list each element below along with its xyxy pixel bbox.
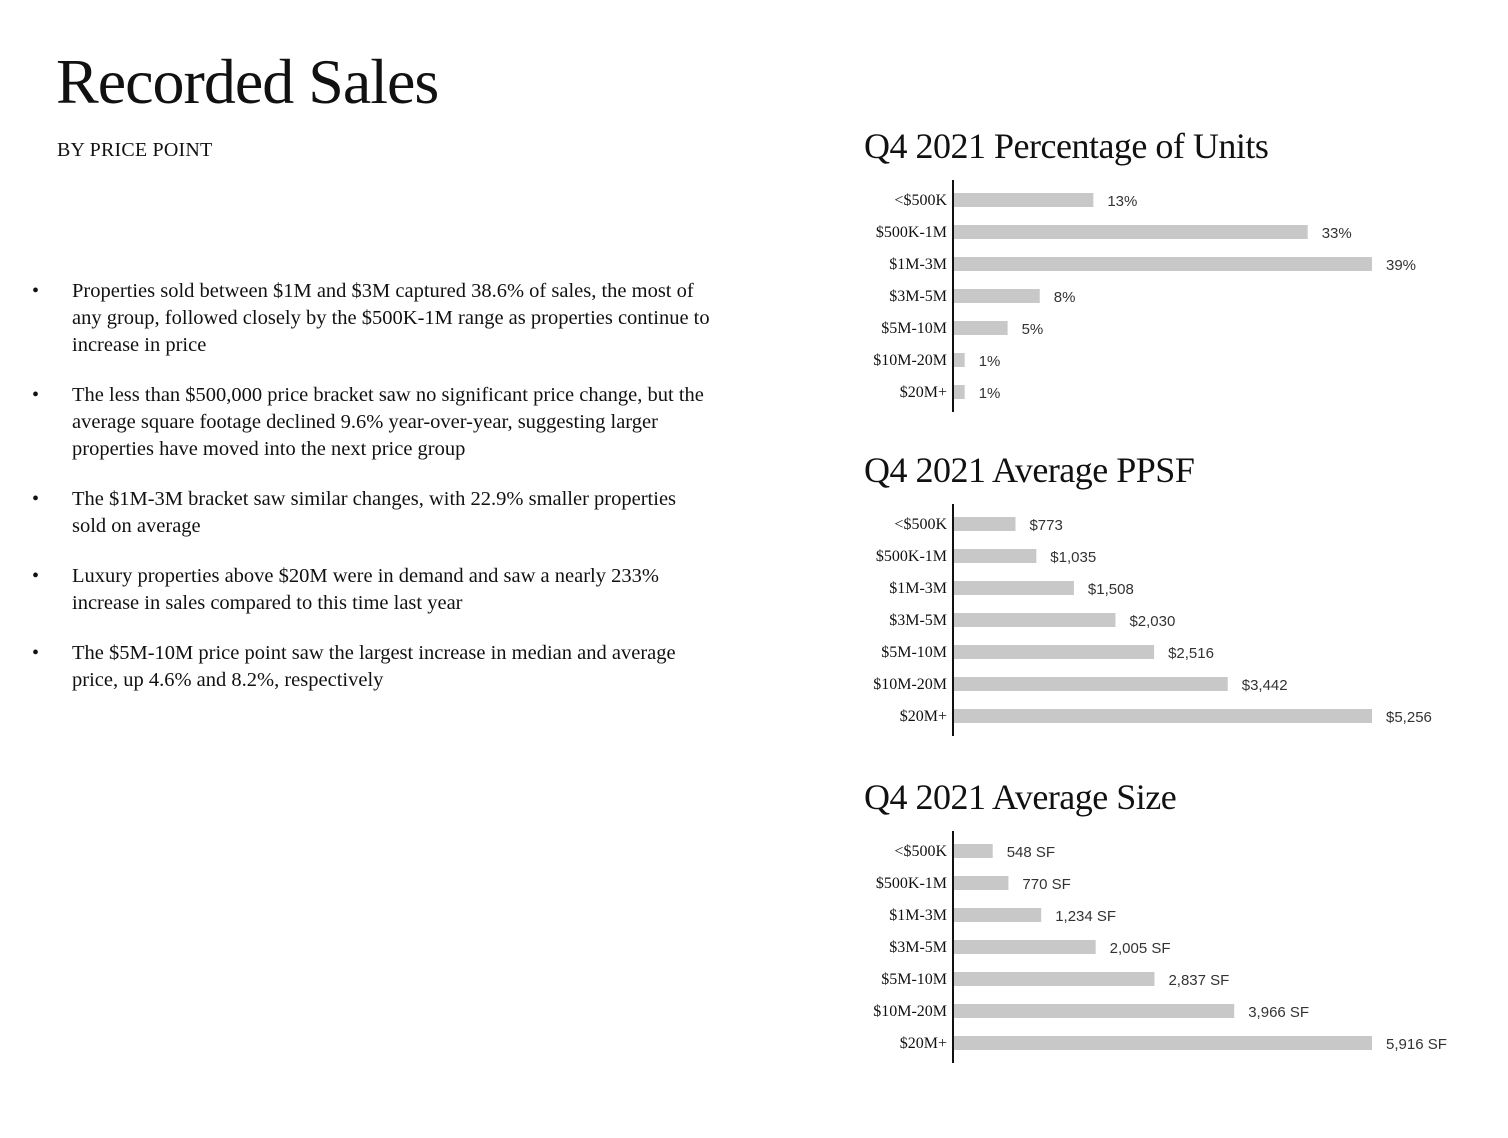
- category-label: $500K-1M: [875, 548, 947, 565]
- category-label: $500K-1M: [875, 875, 947, 892]
- value-label: $2,030: [1129, 613, 1176, 630]
- category-label: <$500K: [894, 192, 947, 209]
- bullet-text: Luxury properties above $20M were in demand and saw a nearly 233% increase in sales compared to this time last year: [72, 565, 659, 614]
- bar: [954, 1036, 1372, 1050]
- value-label: $773: [1029, 517, 1063, 534]
- bar: [954, 321, 1008, 335]
- category-label: $5M-10M: [881, 644, 947, 661]
- category-label: $20M+: [899, 1035, 947, 1052]
- value-label: 5,916 SF: [1386, 1036, 1447, 1053]
- value-label: $2,516: [1168, 645, 1214, 662]
- category-label: <$500K: [894, 516, 947, 533]
- value-label: 2,837 SF: [1168, 972, 1230, 989]
- bar: [954, 193, 1093, 207]
- bullet-marker: •: [32, 565, 40, 587]
- bullet-item: [30, 563, 710, 617]
- category-label: $1M-3M: [889, 907, 947, 924]
- bullet-item: [30, 640, 710, 694]
- bar: [954, 677, 1228, 691]
- value-label: 13%: [1107, 193, 1138, 210]
- category-label: $3M-5M: [889, 612, 947, 629]
- category-label: $5M-10M: [881, 320, 947, 337]
- value-label: $1,508: [1087, 581, 1134, 598]
- bullet-text: The less than $500,000 price bracket saw no significant price change, but the average square footage declined 9.6% year-over-year, suggesting larger properties have moved into the next price group: [72, 384, 704, 460]
- value-label: $1,035: [1050, 549, 1097, 566]
- bullet-item: [30, 382, 710, 463]
- bar: [954, 289, 1040, 303]
- ppsf-bar-chart: [864, 496, 1464, 736]
- bullet-item: [30, 278, 710, 359]
- category-label: $10M-20M: [873, 352, 947, 369]
- category-label: $500K-1M: [875, 224, 947, 241]
- category-label: $20M+: [899, 708, 947, 725]
- bar: [954, 972, 1154, 986]
- category-label: $3M-5M: [889, 288, 947, 305]
- category-label: $1M-3M: [889, 256, 947, 273]
- bar: [954, 225, 1308, 239]
- page-subtitle: BY PRICE POINT: [57, 139, 213, 161]
- value-label: 1%: [978, 353, 1001, 370]
- category-label: $3M-5M: [889, 939, 947, 956]
- category-label: $1M-3M: [889, 580, 947, 597]
- value-label: 770 SF: [1022, 876, 1071, 893]
- value-label: 5%: [1021, 321, 1044, 338]
- bar: [954, 844, 993, 858]
- bar: [954, 549, 1036, 563]
- value-label: 1%: [978, 385, 1001, 402]
- bullet-marker: •: [32, 384, 40, 406]
- category-label: $5M-10M: [881, 971, 947, 988]
- chart-title: Q4 2021 Percentage of Units: [864, 126, 1269, 166]
- chart-title: Q4 2021 Average Size: [864, 777, 1177, 817]
- category-label: $20M+: [899, 384, 947, 401]
- bar: [954, 353, 965, 367]
- bullet-marker: •: [32, 488, 40, 510]
- value-label: 3,966 SF: [1248, 1004, 1310, 1021]
- value-label: 2,005 SF: [1109, 940, 1171, 957]
- bar: [954, 876, 1008, 890]
- value-label: $5,256: [1386, 709, 1432, 726]
- bullet-marker: •: [32, 280, 40, 302]
- bar: [954, 581, 1074, 595]
- category-label: $10M-20M: [873, 1003, 947, 1020]
- value-label: 1,234 SF: [1055, 908, 1117, 925]
- bar: [954, 709, 1372, 723]
- bullet-text: Properties sold between $1M and $3M captured 38.6% of sales, the most of any group, followed closely by the $500K-1M range as properties continue to increase in price: [72, 280, 710, 356]
- bar: [954, 385, 965, 399]
- chart-title: Q4 2021 Average PPSF: [864, 450, 1195, 490]
- value-label: 8%: [1053, 289, 1076, 306]
- value-label: $3,442: [1241, 677, 1288, 694]
- bar: [954, 908, 1041, 922]
- bar: [954, 645, 1154, 659]
- units-bar-chart: [864, 172, 1464, 412]
- bar: [954, 1004, 1234, 1018]
- bullet-text: The $1M-3M bracket saw similar changes, with 22.9% smaller properties sold on average: [72, 488, 677, 537]
- bullet-text: The $5M-10M price point saw the largest increase in median and average price, up 4.6% and 8.2%, respectively: [72, 642, 676, 691]
- bar: [954, 517, 1015, 531]
- value-label: 33%: [1321, 225, 1352, 242]
- category-label: <$500K: [894, 843, 947, 860]
- size-bar-chart: [864, 823, 1464, 1063]
- bullet-marker: •: [32, 642, 40, 664]
- bar: [954, 257, 1372, 271]
- page-title: Recorded Sales: [56, 46, 439, 117]
- value-label: 548 SF: [1006, 844, 1056, 861]
- value-label: 39%: [1386, 257, 1417, 274]
- category-label: $10M-20M: [873, 676, 947, 693]
- bar: [954, 940, 1096, 954]
- bullet-list: [30, 278, 710, 717]
- bar: [954, 613, 1115, 627]
- bullet-item: [30, 486, 710, 540]
